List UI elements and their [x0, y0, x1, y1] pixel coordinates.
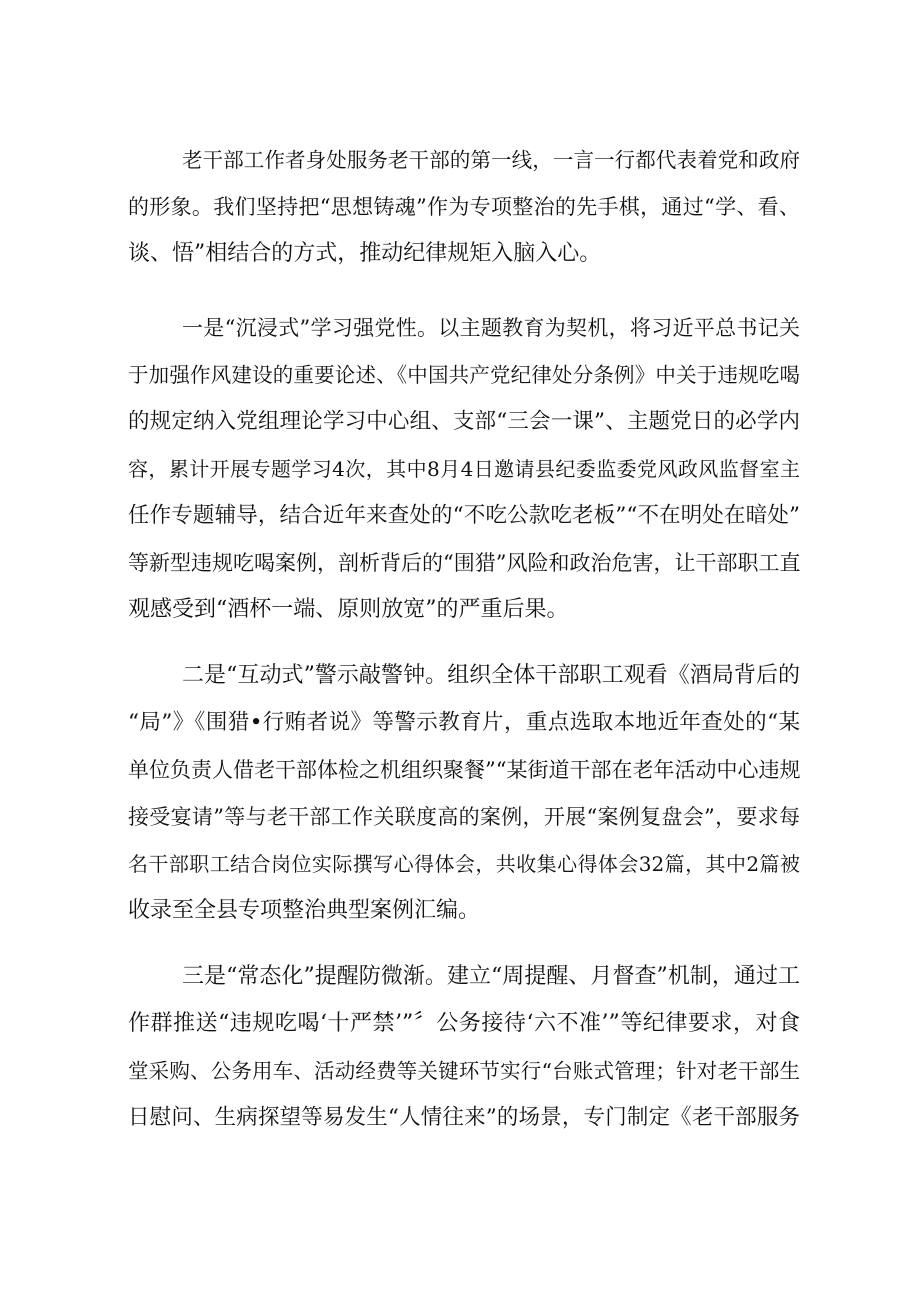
paragraph-4-line-4: 日慰问、生病探望等易发生“人情往来”的场景，专门制定《老干部服务	[128, 1105, 800, 1130]
paragraph-2-line-7: 观感受到“酒杯一端、原则放宽”的严重后果。	[128, 597, 569, 622]
paragraph-2-line-3: 的规定纳入党组理论学习中心组、支部“三会一课”、主题党日的必学内	[128, 409, 800, 434]
paragraph-3-line-5: 名干部职工结合岗位实际撰写心得体会，共收集心得体会32篇，其中2篇被	[128, 852, 800, 876]
paragraph-4-line-2: 作群推送“违规吃喝‘十严禁’”〞公务接待‘六不准’”等纪律要求，对食	[128, 1011, 800, 1036]
paragraph-4-line-1: 三是“常态化”提醒防微渐。建立“周提醒、月督查”机制，通过工	[182, 964, 800, 989]
paragraph-2-line-1: 一是“沉浸式”学习强党性。以主题教育为契机，将习近平总书记关	[182, 316, 800, 340]
paragraph-2-line-6: 等新型违规吃喝案例，剖析背后的“围猎”风险和政治危害，让干部职工直	[128, 551, 801, 575]
paragraph-3-line-3: 单位负责人借老干部体检之机组织聚餐”“某街道干部在老年活动中心违规	[128, 758, 801, 782]
paragraph-4-line-3: 堂采购、公务用车、活动经费等关键环节实行“台账式管理；针对老干部生	[128, 1059, 800, 1083]
paragraph-1-line-3: 谈、悟”相结合的方式，推动纪律规矩入脑入心。	[128, 241, 602, 266]
paragraph-3-line-6: 收录至全县专项整治典型案例汇编。	[128, 898, 481, 923]
paragraph-1-line-2: 的形象。我们坚持把“思想铸魂”作为专项整治的先手棋，通过“学、看、	[128, 195, 800, 219]
paragraph-2-line-2: 于加强作风建设的重要论述、《中国共产党纪律处分条例》中关于违规吃喝	[128, 363, 800, 387]
paragraph-2-line-5: 任作专题辅导，结合近年来查处的“不吃公款吃老板”“不在明处在暗处”	[128, 503, 800, 528]
paragraph-2-line-4: 容，累计开展专题学习4次，其中8月4日邀请县纪委监委党风政风监督室主	[128, 457, 800, 481]
paragraph-1-line-1: 老干部工作者身处服务老干部的第一线，一言一行都代表着党和政府	[182, 148, 800, 172]
paragraph-3-line-1: 二是“互动式”警示敲警钟。组织全体干部职工观看《酒局背后的	[182, 663, 800, 688]
paragraph-3-line-4: 接受宴请”等与老干部工作关联度高的案例，开展“案例复盘会”，要求每	[128, 805, 800, 829]
paragraph-3-line-2: “局”》《围猎•行贿者说》等警示教育片，重点选取本地近年查处的“某	[128, 710, 800, 735]
